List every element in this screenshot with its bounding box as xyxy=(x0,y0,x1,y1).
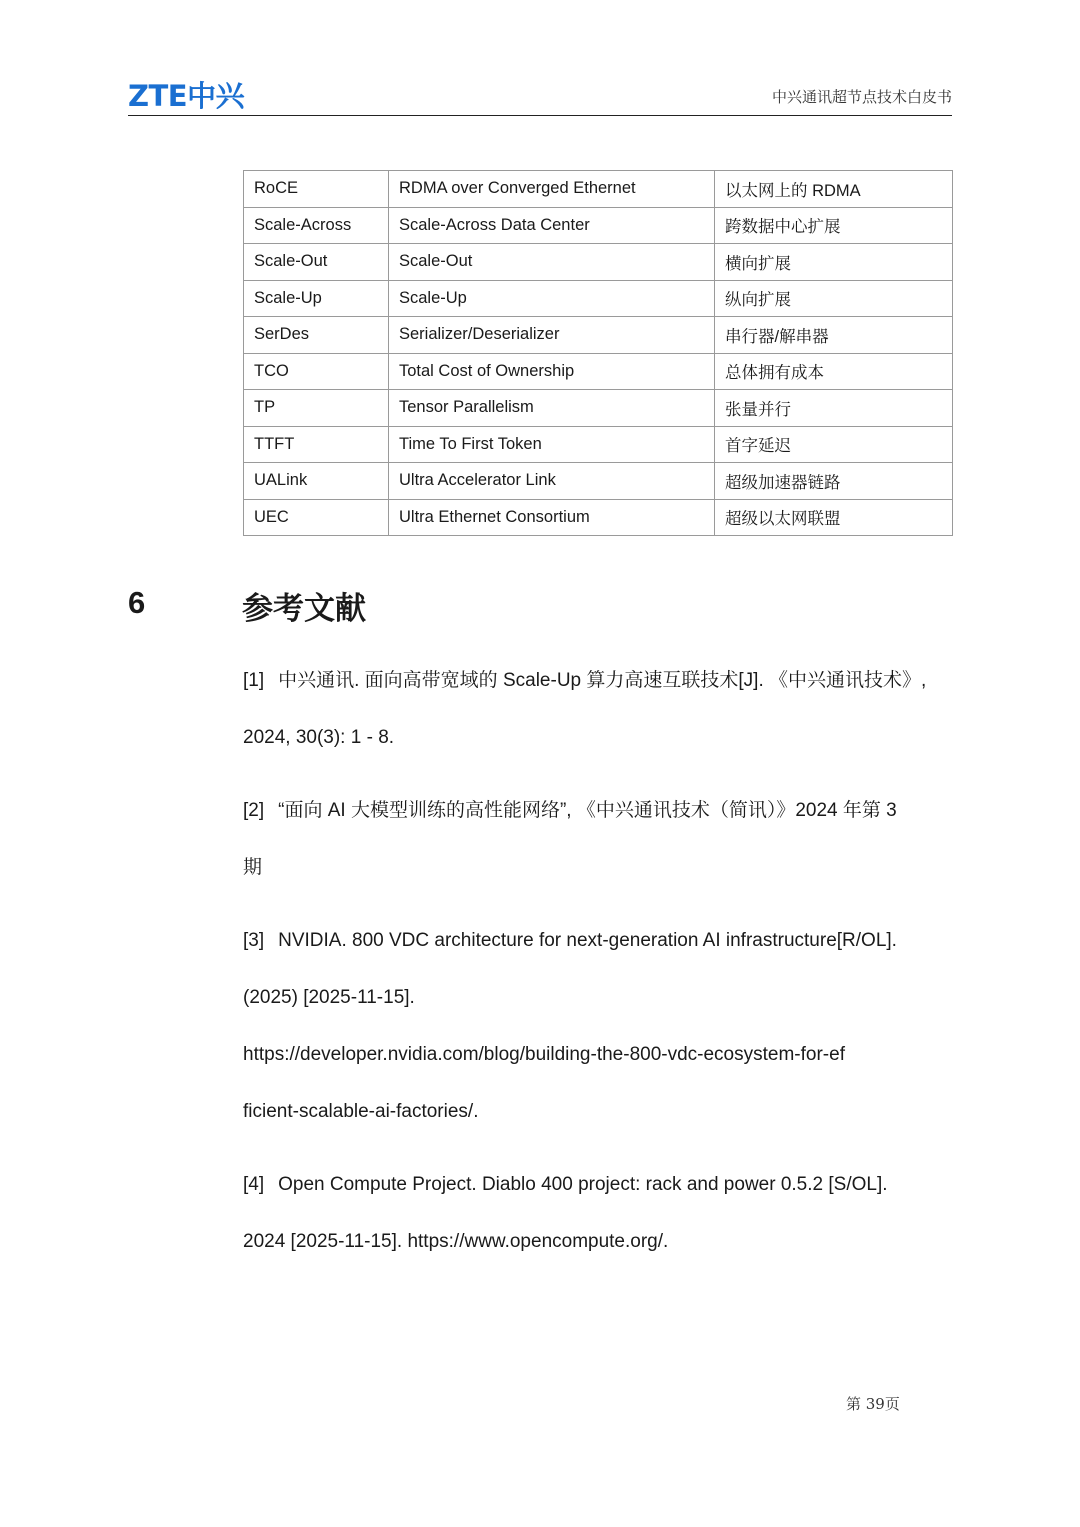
abbr-term-cell: UEC xyxy=(244,499,389,536)
reference-item xyxy=(243,912,963,1140)
abbr-english-cell: Tensor Parallelism xyxy=(389,390,715,427)
reference-line xyxy=(243,1213,963,1270)
abbr-chinese-cell: 横向扩展 xyxy=(715,244,953,281)
reference-text: NVIDIA. 800 VDC architecture for next-generation AI infrastructure[R/OL]. xyxy=(278,930,897,951)
section-title: 参考文献 xyxy=(242,591,366,626)
reference-line xyxy=(243,652,963,709)
reference-text: Open Compute Project. Diablo 400 project: rack and power 0.5.2 [S/OL]. xyxy=(278,1174,888,1195)
abbr-chinese-cell: 首字延迟 xyxy=(715,426,953,463)
reference-number: [4] xyxy=(243,1174,265,1195)
abbr-term-cell: Scale-Across xyxy=(244,207,389,244)
document-title: 中兴通讯超节点技术白皮书 xyxy=(771,88,952,106)
table-row xyxy=(244,390,953,427)
reference-item xyxy=(243,652,963,766)
page-header xyxy=(128,70,952,116)
page-number: 第 39页 xyxy=(846,1395,900,1413)
reference-item xyxy=(243,1156,963,1270)
reference-text: 期 xyxy=(243,857,263,878)
table-row xyxy=(244,171,953,208)
reference-line xyxy=(243,839,963,896)
abbreviation-table xyxy=(243,170,953,536)
table-row xyxy=(244,207,953,244)
reference-text: ficient-scalable-ai-factories/. xyxy=(243,1101,479,1122)
abbr-chinese-cell: 超级以太网联盟 xyxy=(715,499,953,536)
table-row xyxy=(244,280,953,317)
section-number: 6 xyxy=(128,585,146,620)
abbr-term-cell: TCO xyxy=(244,353,389,390)
abbr-english-cell: RDMA over Converged Ethernet xyxy=(389,171,715,208)
reference-number: [3] xyxy=(243,930,265,951)
abbr-term-cell: Scale-Out xyxy=(244,244,389,281)
table-row xyxy=(244,426,953,463)
abbr-english-cell: Time To First Token xyxy=(389,426,715,463)
abbr-term-cell: TTFT xyxy=(244,426,389,463)
reference-line xyxy=(243,1026,963,1083)
reference-item xyxy=(243,782,963,896)
reference-line xyxy=(243,709,963,766)
abbr-chinese-cell: 张量并行 xyxy=(715,390,953,427)
abbr-english-cell: Total Cost of Ownership xyxy=(389,353,715,390)
abbr-chinese-cell: 跨数据中心扩展 xyxy=(715,207,953,244)
abbr-term-cell: TP xyxy=(244,390,389,427)
reference-list xyxy=(243,652,963,1286)
reference-line xyxy=(243,782,963,839)
abbr-chinese-cell: 以太网上的 RDMA xyxy=(715,171,953,208)
table-row xyxy=(244,353,953,390)
reference-text: (2025) [2025-11-15]. xyxy=(243,987,415,1008)
reference-text: “面向 AI 大模型训练的高性能网络”, 《中兴通讯技术（简讯）》2024 年第 3 xyxy=(278,800,897,821)
reference-text: https://developer.nvidia.com/blog/building-the-800-vdc-ecosystem-for-ef xyxy=(243,1044,845,1065)
abbr-chinese-cell: 超级加速器链路 xyxy=(715,463,953,500)
abbr-english-cell: Scale-Across Data Center xyxy=(389,207,715,244)
table-row xyxy=(244,244,953,281)
abbr-english-cell: Ultra Ethernet Consortium xyxy=(389,499,715,536)
table-row xyxy=(244,317,953,354)
table-row xyxy=(244,463,953,500)
reference-line xyxy=(243,1083,963,1140)
abbr-term-cell: UALink xyxy=(244,463,389,500)
reference-line xyxy=(243,912,963,969)
abbr-chinese-cell: 串行器/解串器 xyxy=(715,317,953,354)
abbr-term-cell: RoCE xyxy=(244,171,389,208)
reference-text: 中兴通讯. 面向高带宽域的 Scale-Up 算力高速互联技术[J]. 《中兴通讯技术》, xyxy=(278,670,927,691)
abbr-english-cell: Ultra Accelerator Link xyxy=(389,463,715,500)
abbr-chinese-cell: 纵向扩展 xyxy=(715,280,953,317)
reference-number: [1] xyxy=(243,670,265,691)
reference-text: 2024 [2025-11-15]. https://www.opencompute.org/. xyxy=(243,1231,669,1252)
reference-line xyxy=(243,1156,963,1213)
abbr-english-cell: Scale-Up xyxy=(389,280,715,317)
reference-text: 2024, 30(3): 1 - 8. xyxy=(243,727,395,748)
abbr-term-cell: Scale-Up xyxy=(244,280,389,317)
abbr-chinese-cell: 总体拥有成本 xyxy=(715,353,953,390)
table-row xyxy=(244,499,953,536)
reference-line xyxy=(243,969,963,1026)
zte-logo: ZTE中兴 xyxy=(128,79,245,113)
reference-number: [2] xyxy=(243,800,265,821)
abbr-english-cell: Serializer/Deserializer xyxy=(389,317,715,354)
abbr-english-cell: Scale-Out xyxy=(389,244,715,281)
abbr-term-cell: SerDes xyxy=(244,317,389,354)
